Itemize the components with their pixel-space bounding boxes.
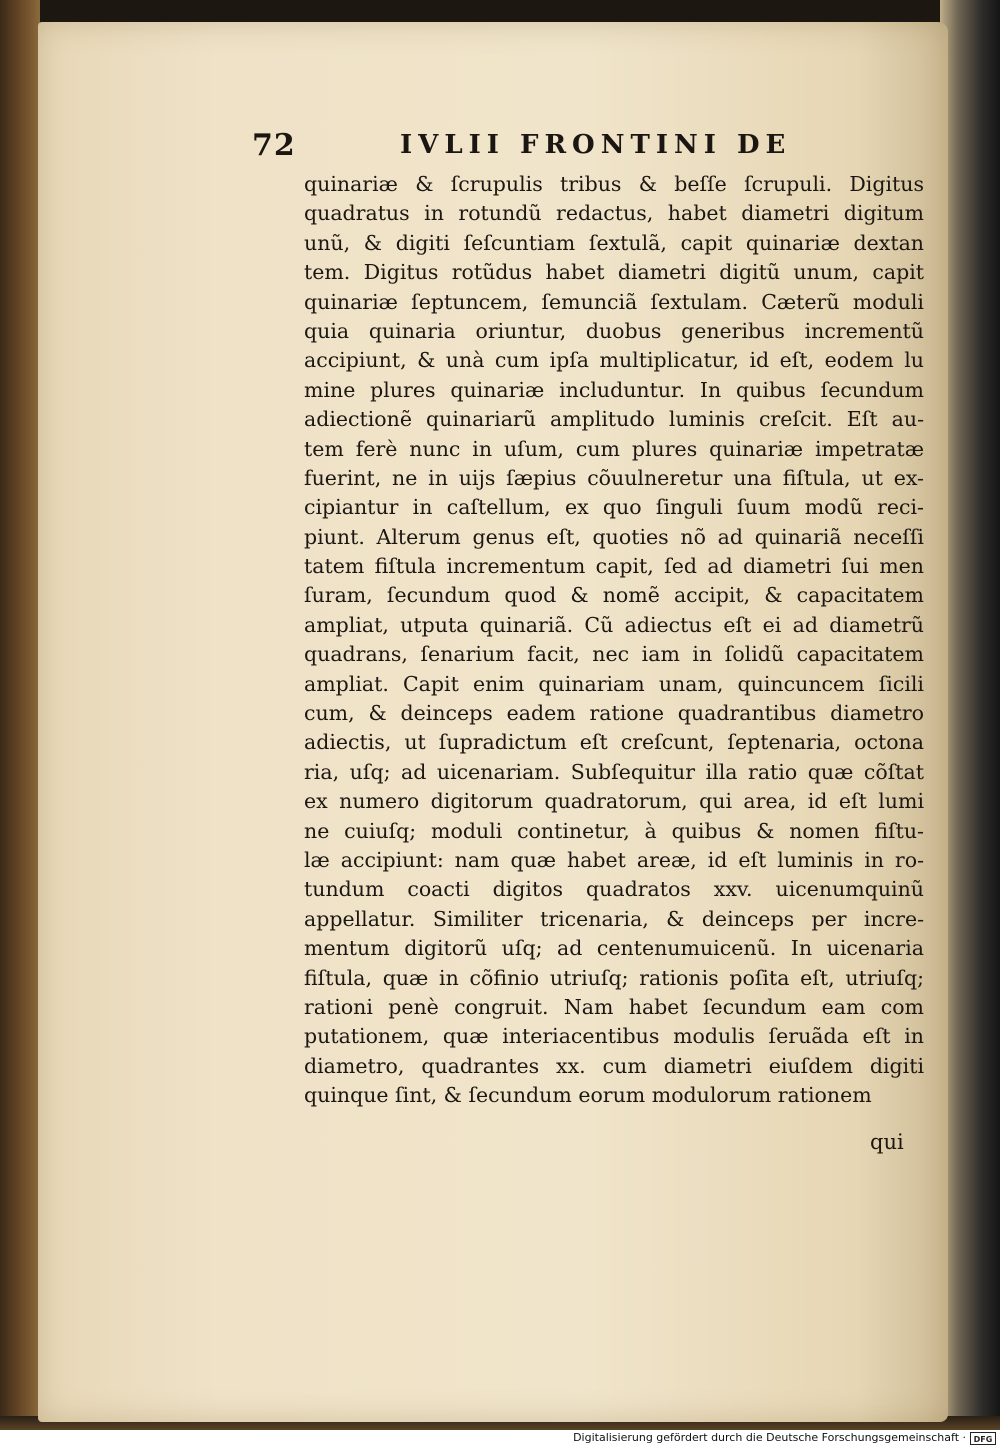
text-line: quinariæ ſeptuncem, ſemunciã ſextulam. Cæterũ moduli	[304, 289, 924, 314]
text-line: tatem fiſtula incrementum capit, ſed ad diametri ſui men	[304, 554, 924, 579]
text-line: ampliat, utputa quinariã. Cũ adiectus eſt ei ad diametrũ	[304, 612, 924, 637]
text-line: fiſtula, quæ in cõfinio utriuſq; rationis poſita eſt, utriuſq;	[304, 965, 924, 990]
text-line: ampliat. Capit enim quinariam unam, quincuncem ſicili	[304, 671, 924, 696]
dfg-logo-icon: DFG	[970, 1432, 996, 1445]
text-line: ria, uſq; ad uicenariam. Subſequitur illa ratio quæ cõſtat	[304, 759, 924, 784]
text-line: ſuram, ſecundum quod & nomẽ accipit, & capacitatem	[304, 583, 924, 608]
book-cover-edge	[0, 0, 40, 1430]
text-line: tundum coacti digitos quadratos xxv. uicenumquinũ	[304, 877, 924, 902]
running-head-title: IVLII FRONTINI DE	[400, 130, 792, 160]
text-line: piunt. Alterum genus eſt, quoties nõ ad quinariã neceſſi	[304, 524, 924, 549]
text-line: accipiunt, & unà cum ipſa multiplicatur, id eſt, eodem lu	[304, 348, 924, 373]
text-line: ne cuiuſq; moduli continetur, à quibus & nomen fiſtu-	[304, 818, 924, 843]
text-line: adiectis, ut ſupradictum eſt creſcunt, ſeptenaria, octona	[304, 730, 924, 755]
text-line: quia quinaria oriuntur, duobus generibus incrementũ	[304, 318, 924, 343]
page-number: 72	[252, 128, 296, 163]
footer-bar	[0, 1430, 1000, 1448]
text-line: mine plures quinariæ includuntur. In quibus ſecundum	[304, 377, 924, 402]
text-line: quadrans, ſenarium facit, nec iam in ſolidũ capacitatem	[304, 642, 924, 667]
text-line: diametro, quadrantes xx. cum diametri eiuſdem digiti	[304, 1053, 924, 1078]
text-line: rationi penè congruit. Nam habet ſecundum eam com	[304, 994, 924, 1019]
text-line: cum, & deinceps eadem ratione quadrantibus diametro	[304, 701, 924, 726]
text-line: quinque ſint, & ſecundum eorum modulorum rationem	[304, 1083, 872, 1108]
catchword: qui	[870, 1130, 904, 1154]
text-line: cipiantur in caſtellum, ex quo ſinguli ſuum modũ reci-	[304, 495, 924, 520]
text-line: quinariæ & ſcrupulis tribus & beſſe ſcrupuli. Digitus	[304, 172, 924, 196]
book-gutter	[940, 0, 1000, 1430]
text-line: tem ferè nunc in uſum, cum plures quinariæ impetratæ	[304, 436, 924, 461]
text-line: læ accipiunt: nam quæ habet areæ, id eſt luminis in ro-	[304, 847, 924, 872]
text-line: tem. Digitus rotũdus habet diametri digitũ unum, capit	[304, 260, 924, 285]
text-line: quadratus in rotundũ redactus, habet diametri digitum	[304, 201, 924, 226]
text-line: appellatur. Similiter tricenaria, & deinceps per incre-	[304, 906, 924, 931]
text-line: ex numero digitorum quadratorum, qui area, id eſt lumi	[304, 789, 924, 814]
body-text	[304, 170, 924, 1111]
funding-credit: Digitalisierung gefördert durch die Deutsche Forschungsgemeinschaft ·	[573, 1431, 966, 1444]
text-line: fuerint, ne in uijs ſæpius cõuulneretur una fiſtula, ut ex-	[304, 465, 924, 490]
text-line: unũ, & digiti ſeſcuntiam ſextulã, capit quinariæ dextan	[304, 230, 924, 255]
running-head	[252, 128, 792, 168]
text-line: mentum digitorũ uſq; ad centenumuicenũ. In uicenaria	[304, 936, 924, 961]
text-line: putationem, quæ interiacentibus modulis ſeruãda eſt in	[304, 1024, 924, 1049]
text-line: adiectionẽ quinariarũ amplitudo luminis creſcit. Eſt au-	[304, 407, 924, 432]
